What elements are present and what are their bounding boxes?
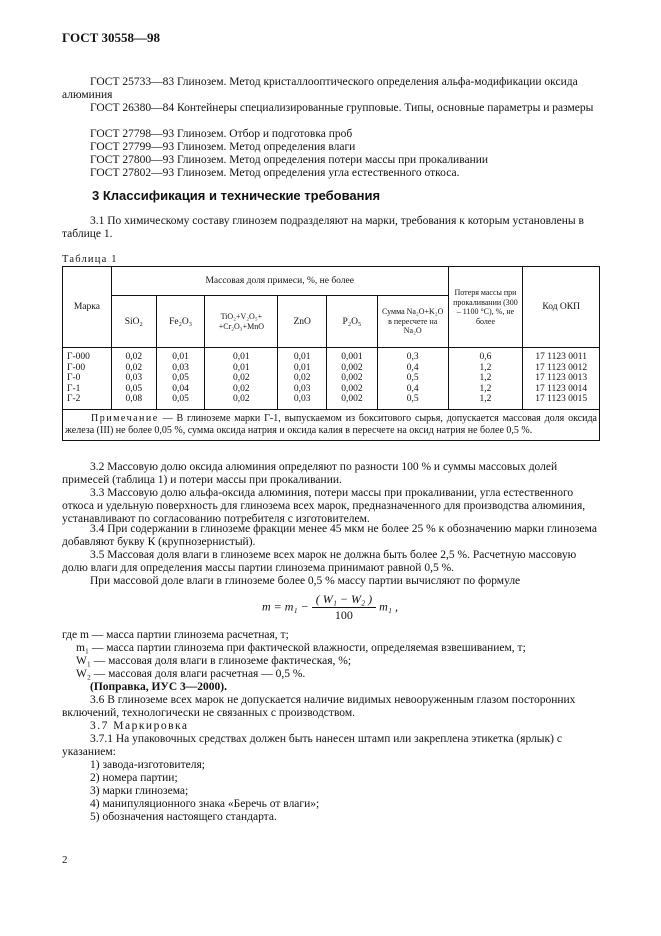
list-item: 1) завода-изготовителя; (90, 759, 205, 771)
subheader-p2o5: P₂O₅ (327, 296, 378, 348)
document-header: ГОСТ 30558—98 (62, 30, 161, 45)
ref-gost-27798: ГОСТ 27798—93 Глинозем. Отбор и подготовка проб (90, 128, 353, 140)
table-cell: Г-000 (67, 352, 90, 362)
table-cell: 0,002 (341, 394, 363, 404)
table-cell: 0,01 (172, 352, 189, 362)
col-loss (448, 348, 523, 410)
note-label: Примечание (91, 412, 159, 424)
table-cell: 0,5 (406, 394, 419, 404)
note-text: — В глиноземе марки Г-1, выпускаемом из бокситового сырья, допускается массовая доля оксида железа (III) не более 0,05 %, сумма оксида натрия и оксида калия в пересчете на оксид натрия не более 0,5 %. (65, 412, 597, 436)
table-cell: 1,2 (479, 383, 492, 394)
table-cell: 0,02 (125, 362, 143, 373)
table-cell: 0,02 (293, 373, 311, 383)
ref-gost-27799: ГОСТ 27799—93 Глинозем. Метод определения влаги (90, 141, 356, 153)
table-cell: 0,03 (125, 373, 143, 383)
formula-rhs: m₁ , (379, 599, 398, 614)
section-title: 3 Классификация и технические требования (92, 188, 381, 203)
table-cell: 0,02 (125, 352, 143, 362)
paragraph-3-6: 3.6 В глиноземе всех марок не допускается наличие видимых невооруженным глазом посторонних включений, технологически не связанных с производством. (62, 694, 576, 719)
page-number: 2 (62, 854, 68, 866)
header-impurity: Массовая доля примеси, %, не более (111, 267, 448, 296)
table-cell: 17 1123 0014 (535, 383, 588, 394)
list-item: 3) марки глинозема; (90, 785, 189, 797)
table-cell: 0,02 (233, 394, 250, 404)
table-cell: 17 1123 0013 (535, 373, 588, 383)
table-cell: 0,4 (406, 383, 419, 394)
table-cell: 1,2 (479, 362, 492, 373)
ref-gost-25733: ГОСТ 25733—83 Глинозем. Метод кристаллооптического определения альфа-модификации оксида алюминия (62, 76, 578, 101)
paragraph-3-5-formula-intro: При массовой доле влаги в глиноземе более 0,5 % массу партии вычисляют по формуле (90, 575, 521, 587)
subheader-tio2-mix: TiO₂+V₂O₅+ +Cr₂O₃+MnO (205, 296, 278, 348)
header-mark: Марка (63, 267, 112, 348)
subheader-sio2: SiO₂ (111, 296, 156, 348)
where-w1: W₁ — массовая доля влаги в глиноземе фактическая, %; (76, 655, 352, 667)
paragraph-3-2: 3.2 Массовую долю оксида алюминия определяют по разности 100 % и суммы массовых долей примесей (таблица 1) и потери массы при прокаливании. (62, 461, 558, 486)
table-cell: 1,2 (479, 373, 492, 383)
col-okp (523, 348, 600, 410)
formula-lhs: m = m₁ − (262, 599, 309, 614)
mass-formula (262, 592, 398, 623)
table-cell: 0,002 (341, 362, 363, 373)
list-item: 2) номера партии; (90, 772, 178, 784)
table-cell: 0,6 (479, 352, 492, 362)
paragraph-3-1: 3.1 По химическому составу глинозем подразделяют на марки, требования к которым установлены в таблице 1. (62, 215, 584, 240)
list-item: 5) обозначения настоящего стандарта. (90, 811, 277, 823)
table-cell: Г-0 (67, 373, 81, 383)
table-cell: 17 1123 0011 (535, 352, 587, 362)
table-cell: 0,04 (172, 383, 189, 394)
header-okp: Код ОКП (523, 267, 600, 348)
subheader-zno: ZnO (278, 296, 327, 348)
paragraph-3-4: 3.4 При содержании в глиноземе фракции менее 45 мкм не более 25 % к обозначению марки глинозема добавляют букву К (крупнозернистый). (62, 523, 597, 548)
col-sio2 (111, 348, 156, 410)
formula-denominator: 100 (334, 608, 353, 622)
ref-gost-27800: ГОСТ 27800—93 Глинозем. Метод определения потери массы при прокаливании (90, 154, 489, 166)
table-caption: Таблица 1 (62, 254, 118, 265)
table-cell: 0,05 (172, 373, 189, 383)
paragraph-3-7-heading: 3.7 Маркировка (90, 720, 189, 732)
ref-gost-26380: ГОСТ 26380—84 Контейнеры специализированные групповые. Типы, основные параметры и размеры (90, 102, 594, 114)
table-cell: Г-2 (67, 394, 81, 404)
list-item: 4) манипуляционного знака «Беречь от влаги»; (90, 798, 320, 810)
table-cell: Г-1 (67, 383, 81, 394)
table-cell: 0,03 (172, 362, 189, 373)
where-m1: m₁ — масса партии глинозема при фактической влажности, определяемая взвешиванием, т; (76, 642, 526, 654)
subheader-fe2o3: Fe₂O₃ (156, 296, 205, 348)
col-zno (278, 348, 327, 410)
amendment-note: (Поправка, ИУС 3—2000). (90, 681, 227, 693)
table-cell: 0,05 (125, 383, 143, 394)
col-tio2-mix (205, 348, 278, 410)
table-cell: 0,02 (233, 383, 250, 394)
col-p2o5 (327, 348, 378, 410)
header-loss: Потеря массы при прокаливании (300 – 1100 °С), %, не более (448, 267, 523, 348)
table-cell: 0,01 (293, 362, 311, 373)
table-cell: 0,3 (406, 352, 419, 362)
col-fe2o3 (156, 348, 205, 410)
where-w2: W₂ — массовая доля влаги расчетная — 0,5 %. (76, 668, 306, 680)
table-data-row (63, 348, 600, 410)
where-m: где m — масса партии глинозема расчетная, т; (62, 629, 289, 641)
table-cell: 17 1123 0012 (535, 362, 588, 373)
formula-numerator: ( W₁ − W₂ ) (312, 592, 376, 608)
table-cell: 1,2 (479, 394, 492, 404)
table-cell: Г-00 (67, 362, 86, 373)
table-cell: 0,01 (233, 362, 250, 373)
table-cell: 0,5 (406, 373, 419, 383)
table-cell: 17 1123 0015 (535, 394, 588, 404)
paragraph-3-3: 3.3 Массовую долю альфа-оксида алюминия, потери массы при прокаливании, угла естественного откоса и удельную поверхность для глинозема всех марок, предназначенного для производства алюминия, устанавливают по согласованию потребителя с изготовителем. (62, 487, 586, 525)
subheader-na2o-sum: Сумма Na₂O+K₂O в пересчете на Na₂O (377, 296, 448, 348)
table-cell: 0,02 (233, 373, 250, 383)
paragraph-3-7-1: 3.7.1 На упаковочных средствах должен быть нанесен штамп или закреплена этикетка (ярлык) с указанием: (62, 733, 562, 758)
table-cell: 0,03 (293, 394, 311, 404)
table-cell: 0,08 (125, 394, 143, 404)
col-mark (63, 348, 112, 410)
table-cell: 0,002 (341, 383, 363, 394)
col-na2o-sum (377, 348, 448, 410)
table-cell: 0,03 (293, 383, 311, 394)
table-cell: 0,4 (406, 362, 419, 373)
table-cell: 0,05 (172, 394, 189, 404)
table-cell: 0,001 (341, 352, 363, 362)
table-1 (62, 266, 600, 441)
table-cell: 0,002 (341, 373, 363, 383)
table-cell: 0,01 (293, 352, 311, 362)
table-note (63, 409, 600, 440)
paragraph-3-5: 3.5 Массовая доля влаги в глиноземе всех марок не должна быть более 2,5 %. Расчетную массовую долю влаги для определения массы партии глинозема принимают равной 0,5 %. (62, 549, 577, 574)
table-cell: 0,01 (233, 352, 250, 362)
ref-gost-27802: ГОСТ 27802—93 Глинозем. Метод определения угла естественного откоса. (90, 167, 460, 179)
formula-fraction (312, 592, 376, 623)
